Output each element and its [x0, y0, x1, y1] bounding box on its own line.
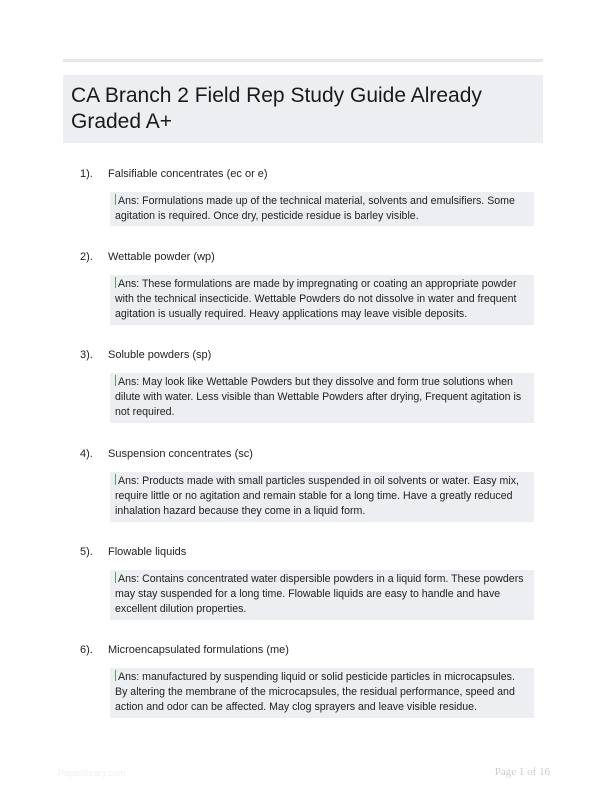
answer-text: Ans: Formulations made up of the technical material, solvents and emulsifiers. Some agitation is required. Once dry, pesticide residue is barley visible. — [115, 195, 515, 223]
question-number: 5). — [80, 546, 93, 558]
question-text: Soluble powders (sp) — [108, 349, 212, 361]
answer-box — [110, 472, 534, 522]
question-text: Wettable powder (wp) — [108, 251, 215, 263]
question-text: Suspension concentrates (sc) — [108, 448, 253, 460]
question-number: 4). — [80, 448, 93, 460]
watermark: Paperlibrary.com — [58, 768, 126, 778]
question-text: Microencapsulated formulations (me) — [108, 644, 289, 656]
answer-marker — [115, 572, 116, 583]
answer-text: Ans: These formulations are made by impregnating or coating an appropriate powder with the technical insecticide. Wettable Powders do not dissolve in water and frequent agitation is usually required. Heavy applications may leave visible deposits. — [115, 278, 517, 321]
answer-marker — [115, 375, 116, 386]
title-banner — [63, 75, 543, 143]
top-divider — [63, 59, 543, 62]
answer-text: Ans: Contains concentrated water dispersible powders in a liquid form. These powders may stay suspended for a long time. Flowable liquids are easy to handle and have excellent dilution properties. — [115, 573, 524, 616]
answer-box — [110, 192, 534, 226]
answer-marker — [115, 194, 116, 205]
question-number: 2). — [80, 251, 93, 263]
page-number: Page 1 of 16 — [494, 766, 550, 778]
answer-text: Ans: May look like Wettable Powders but they dissolve and form true solutions when dilute with water. Less visible than Wettable Powders after drying, Frequent agitation is not required. — [115, 376, 522, 419]
question-text: Falsifiable concentrates (ec or e) — [108, 168, 268, 180]
answer-marker — [115, 474, 116, 485]
answer-box — [110, 275, 534, 325]
question-text: Flowable liquids — [108, 546, 187, 558]
question-number: 1). — [80, 168, 93, 180]
answer-box — [110, 570, 534, 620]
answer-marker — [115, 670, 116, 681]
answer-marker — [115, 277, 116, 288]
answer-box — [110, 668, 534, 718]
page-title: CA Branch 2 Field Rep Study Guide Already Graded A+ — [71, 84, 482, 133]
answer-box — [110, 373, 534, 423]
answer-text: Ans: Products made with small particles suspended in oil solvents or water. Easy mix, require little or no agitation and remain stable for a long time. Have a greatly reduced inhalation hazard because they come in a liquid form. — [115, 475, 519, 518]
answer-text: Ans: manufactured by suspending liquid or solid pesticide particles in microcapsules. By altering the membrane of the microcapsules, the residual performance, speed and action and odor can be affected. May clog sprayers and leave visible residue. — [115, 671, 515, 714]
question-number: 6). — [80, 644, 93, 656]
question-number: 3). — [80, 349, 93, 361]
